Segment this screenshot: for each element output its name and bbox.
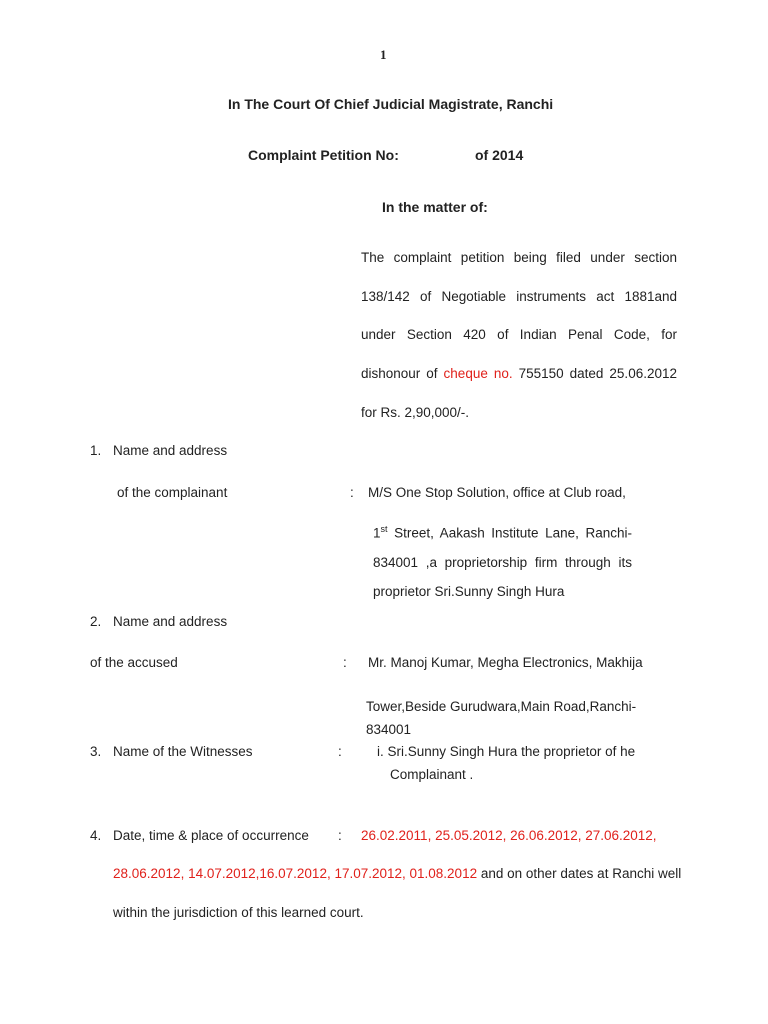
matter-line-1: The complaint petition being filed under section	[361, 250, 677, 265]
occurrence-dates-line-1: 26.02.2011, 25.05.2012, 26.06.2012, 27.06.2012,	[361, 828, 657, 843]
occurrence-dates-line-2: 28.06.2012, 14.07.2012,16.07.2012, 17.07.2012, 01.08.2012	[113, 866, 478, 881]
complainant-line-2	[373, 524, 632, 541]
item-1-number: 1.	[90, 443, 102, 458]
occurrence-line-3: within the jurisdiction of this learned court.	[113, 905, 364, 920]
occurrence-line-2-post: and on other dates at Ranchi well	[477, 866, 682, 881]
complainant-line-3: 834001 ,a proprietorship firm through its	[373, 555, 632, 570]
accused-line-2: Tower,Beside Gurudwara,Main Road,Ranchi-	[366, 699, 637, 714]
street-suffix: st	[380, 524, 388, 534]
street-number: 1	[373, 525, 381, 541]
page-number: 1	[380, 47, 387, 62]
accused-line-3: 834001	[366, 722, 412, 737]
item-3-number: 3.	[90, 744, 102, 759]
item-2-subtitle: of the accused	[90, 655, 178, 670]
complainant-line-1: M/S One Stop Solution, office at Club road,	[368, 485, 626, 500]
item-1-subtitle: of the complainant	[117, 485, 228, 500]
cheque-label: cheque no.	[443, 366, 513, 381]
accused-line-1: Mr. Manoj Kumar, Megha Electronics, Makhija	[368, 655, 643, 670]
matter-line-3: under Section 420 of Indian Penal Code, for	[361, 327, 677, 342]
item-1-colon: :	[350, 485, 354, 500]
street-rest: Street, Aakash Institute Lane, Ranchi-	[387, 525, 632, 541]
petition-year: of 2014	[475, 147, 524, 163]
petition-label: Complaint Petition No:	[248, 147, 399, 163]
item-4-colon: :	[338, 828, 342, 843]
matter-line-2: 138/142 of Negotiable instruments act 1881and	[361, 289, 677, 304]
witness-line-1: i. Sri.Sunny Singh Hura the proprietor of he	[377, 744, 636, 759]
complainant-line-4: proprietor Sri.Sunny Singh Hura	[373, 584, 565, 599]
item-2-number: 2.	[90, 614, 102, 629]
witness-line-2: Complainant .	[390, 767, 474, 782]
item-2-colon: :	[343, 655, 347, 670]
matter-line-4-pre: dishonour of	[361, 366, 438, 381]
occurrence-line-2	[113, 866, 681, 881]
item-3-colon: :	[338, 744, 342, 759]
matter-heading: In the matter of:	[382, 199, 488, 215]
item-2-title: Name and address	[113, 614, 228, 629]
item-3-title: Name of the Witnesses	[113, 744, 253, 759]
court-heading: In The Court Of Chief Judicial Magistrate, Ranchi	[228, 96, 554, 112]
item-1-title: Name and address	[113, 443, 228, 458]
matter-line-4	[361, 366, 677, 381]
item-4-number: 4.	[90, 828, 102, 843]
matter-line-4-post: 755150 dated 25.06.2012	[518, 366, 677, 381]
matter-line-5: for Rs. 2,90,000/-.	[361, 405, 470, 420]
item-4-title: Date, time & place of occurrence	[113, 828, 309, 843]
